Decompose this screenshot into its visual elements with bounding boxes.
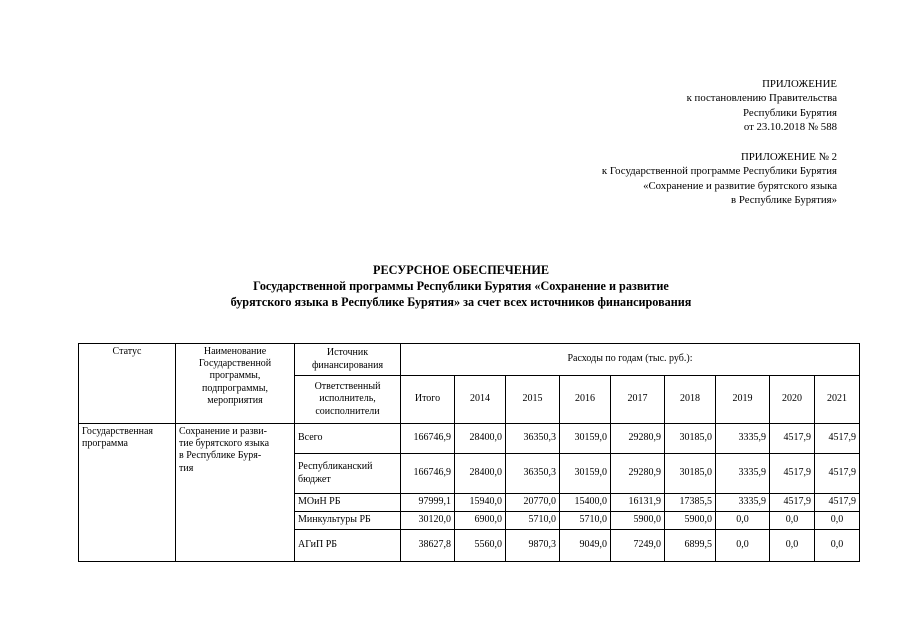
value-cell: 3335,9 xyxy=(716,454,770,494)
header-name-line: подпрограммы, xyxy=(202,382,268,394)
document-title xyxy=(0,262,905,310)
value-cell: 4517,9 xyxy=(770,454,815,494)
source-cell: АГиП РБ xyxy=(295,530,401,562)
header-name-line: Государственной xyxy=(198,358,272,370)
status-line: программа xyxy=(82,438,128,450)
header-year: 2019 xyxy=(716,376,770,424)
status-cell xyxy=(79,424,176,562)
title-line: Государственной программы Республики Бурятия «Сохранение и развитие xyxy=(253,279,669,293)
header-year: 2020 xyxy=(770,376,815,424)
value-cell: 166746,9 xyxy=(401,424,455,454)
program-line: тия xyxy=(179,462,194,474)
header-year: 2016 xyxy=(560,376,611,424)
value-cell: 9870,3 xyxy=(506,530,560,562)
approval-line: Республики Бурятия xyxy=(742,106,837,119)
value-cell: 5710,0 xyxy=(560,512,611,530)
value-cell: 17385,5 xyxy=(665,494,716,512)
title-line: РЕСУРСНОЕ ОБЕСПЕЧЕНИЕ xyxy=(373,263,549,277)
table-row xyxy=(79,424,860,454)
value-cell: 4517,9 xyxy=(815,424,860,454)
value-cell: 6900,0 xyxy=(455,512,506,530)
source-cell: Всего xyxy=(295,424,401,454)
header-executor-line: Ответственный xyxy=(314,381,381,393)
value-cell: 28400,0 xyxy=(455,454,506,494)
approval-line: ПРИЛОЖЕНИЕ xyxy=(762,78,837,90)
appendix-line: ПРИЛОЖЕНИЕ № 2 xyxy=(740,151,837,163)
value-cell: 4517,9 xyxy=(770,424,815,454)
value-cell: 28400,0 xyxy=(455,424,506,454)
value-cell: 4517,9 xyxy=(770,494,815,512)
source-cell: Минкультуры РБ xyxy=(295,512,401,530)
value-cell: 30185,0 xyxy=(665,424,716,454)
value-cell: 3335,9 xyxy=(716,424,770,454)
header-source xyxy=(295,344,401,376)
value-cell: 29280,9 xyxy=(611,454,665,494)
value-cell: 4517,9 xyxy=(815,454,860,494)
source-line: бюджет xyxy=(298,473,331,485)
approval-line: к постановлению Правительства xyxy=(686,92,837,105)
header-status-label: Статус xyxy=(112,346,142,357)
status-line: Государственная xyxy=(82,426,154,437)
header-status xyxy=(79,344,176,424)
value-cell: 5560,0 xyxy=(455,530,506,562)
header-year: 2014 xyxy=(455,376,506,424)
program-line: тие бурятского языка xyxy=(179,438,270,450)
approval-line: от 23.10.2018 № 588 xyxy=(743,121,837,134)
value-cell: 0,0 xyxy=(815,530,860,562)
header-year: Итого xyxy=(401,376,455,424)
header-executor-line: исполнитель, xyxy=(319,393,376,405)
value-cell: 29280,9 xyxy=(611,424,665,454)
value-cell: 5900,0 xyxy=(665,512,716,530)
value-cell: 0,0 xyxy=(770,530,815,562)
value-cell: 4517,9 xyxy=(815,494,860,512)
value-cell: 0,0 xyxy=(716,512,770,530)
header-source-line: финансирования xyxy=(311,359,384,371)
value-cell: 36350,3 xyxy=(506,424,560,454)
header-year: 2018 xyxy=(665,376,716,424)
value-cell: 5900,0 xyxy=(611,512,665,530)
value-cell: 15940,0 xyxy=(455,494,506,512)
header-program-name xyxy=(176,344,295,424)
value-cell: 9049,0 xyxy=(560,530,611,562)
value-cell: 0,0 xyxy=(815,512,860,530)
value-cell: 30120,0 xyxy=(401,512,455,530)
value-cell: 6899,5 xyxy=(665,530,716,562)
value-cell: 7249,0 xyxy=(611,530,665,562)
value-cell: 20770,0 xyxy=(506,494,560,512)
source-cell: МОиН РБ xyxy=(295,494,401,512)
value-cell: 97999,1 xyxy=(401,494,455,512)
header-source-line: Источник xyxy=(326,347,369,359)
appendix-line: в Республике Бурятия» xyxy=(731,194,837,207)
program-line: в Республике Буря- xyxy=(179,450,262,462)
value-cell: 15400,0 xyxy=(560,494,611,512)
resource-table xyxy=(78,343,860,562)
appendix-line: «Сохранение и развитие бурятского языка xyxy=(643,179,837,192)
program-cell xyxy=(176,424,295,562)
header-executor-line: соисполнители xyxy=(315,405,380,417)
source-cell xyxy=(295,454,401,494)
header-name-line: Наименование xyxy=(203,346,267,357)
value-cell: 16131,9 xyxy=(611,494,665,512)
title-line: бурятского языка в Республике Бурятия» за счет всех источников финансирования xyxy=(230,295,692,309)
header-expenses: Расходы по годам (тыс. руб.): xyxy=(401,344,860,376)
header-name-line: мероприятия xyxy=(207,394,263,406)
value-cell: 0,0 xyxy=(716,530,770,562)
value-cell: 36350,3 xyxy=(506,454,560,494)
header-name-line: программы, xyxy=(209,370,261,382)
value-cell: 38627,8 xyxy=(401,530,455,562)
value-cell: 3335,9 xyxy=(716,494,770,512)
header-executor xyxy=(295,376,401,424)
header-year: 2017 xyxy=(611,376,665,424)
appendix-line: к Государственной программе Республики Бурятия xyxy=(601,165,837,178)
appendix-header xyxy=(602,150,837,208)
value-cell: 166746,9 xyxy=(401,454,455,494)
program-line: Сохранение и разви- xyxy=(179,426,267,437)
value-cell: 30159,0 xyxy=(560,424,611,454)
value-cell: 5710,0 xyxy=(506,512,560,530)
approval-header xyxy=(687,77,837,135)
value-cell: 30159,0 xyxy=(560,454,611,494)
source-line: Республиканский xyxy=(298,461,373,473)
header-year: 2021 xyxy=(815,376,860,424)
value-cell: 30185,0 xyxy=(665,454,716,494)
header-year: 2015 xyxy=(506,376,560,424)
value-cell: 0,0 xyxy=(770,512,815,530)
